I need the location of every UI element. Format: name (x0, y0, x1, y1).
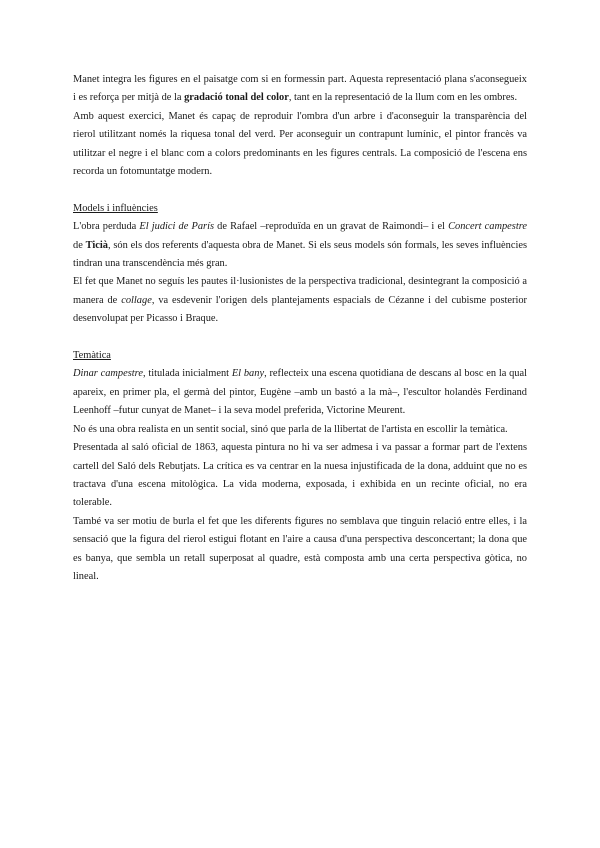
tematica-paragraph-3 (73, 439, 527, 513)
tematica-paragraph-1 (73, 365, 527, 420)
models-paragraph-1 (73, 218, 527, 273)
tematica-paragraph-2 (73, 421, 527, 439)
text-run: , reflecteix una escena quotidiana de descans al bosc en la qual apareix, en primer pla, el germà del pintor, Eugène –amb un bastó a la mà–, l'escultor holandès Ferdinand Leenhoff –futur cunyat de Manet– i la seva model preferida, Victorine Meurent. (73, 368, 528, 417)
section-spacer (73, 181, 527, 199)
text-run: També va ser motiu de burla el fet que les diferents figures no semblava que tinguin relació entre elles, i la sensació que la figura del rierol estigui flotant en l'aire a causa d'una perspectiva desconcertant; la dona que es banya, que sembla un retall superposat al quadre, està composta amb una certa perspectiva gòtica, no lineal. (73, 515, 527, 582)
italic-text: El judici de París (139, 221, 215, 233)
intro-paragraph-2 (73, 108, 527, 182)
text-run: Manet integra les figures en el paisatge com si en formessin part. Aquesta representació plana s'aconsegueix i es reforça per mitjà de la (73, 74, 527, 104)
text-run: Amb aquest exercici, Manet és capaç de reproduir l'ombra d'un arbre i d'aconseguir la transparència del rierol utilitzant només la riquesa tonal del verd. Per aconseguir un contrapunt lumínic, el pintor francès va utilitzar el negre i el blanc com a colors predominants en les figures centrals. La composició de l'escena ens recorda un fotomuntatge modern. (73, 110, 527, 178)
models-heading: Models i influències (73, 202, 158, 214)
text-run: de (73, 239, 86, 251)
text-run: , titulada inicialment (142, 368, 232, 380)
bold-text: Ticià (85, 239, 108, 251)
italic-text: collage (121, 294, 152, 306)
text-run: Presentada al saló oficial de 1863, aquesta pintura no hi va ser admesa i va passar a formar part de l'extens cartell del Saló dels Rebutjats. La crítica es va centrar en la nuesa injustificada de la dona, adduint que no es tractava d'una escena mitològica. La vida moderna, exposada, i exhibida en un recinte oficial, no era tolerable. (73, 442, 527, 509)
text-run: de Rafael –reproduïda en un gravat de Raimondi– i el (214, 221, 449, 233)
italic-text: Concert campestre (448, 221, 527, 233)
text-run: No és una obra realista en un sentit social, sinó que parla de la llibertat de l'artista en escollir la temàtica. (73, 423, 508, 435)
section-spacer (73, 329, 527, 347)
document-page (73, 71, 527, 586)
bold-text: gradació tonal del color (184, 92, 289, 104)
text-run: , va esdevenir l'origen dels plantejaments espacials de Cézanne i del cubisme posterior desenvolupat per Picasso i Braque. (73, 294, 527, 325)
intro-paragraph-1 (73, 71, 527, 108)
italic-text: El bany (231, 368, 265, 380)
text-run: , tant en la representació de la llum com en les ombres. (288, 92, 518, 104)
text-run: , són els dos referents d'aquesta obra de Manet. Si els seus models són formals, les seves influències tindran una transcendència més gran. (73, 239, 528, 270)
italic-text: Dinar campestre (73, 368, 143, 380)
tematica-heading: Temàtica (73, 350, 111, 362)
text-run: L'obra perduda (73, 221, 140, 233)
tematica-paragraph-4 (73, 513, 527, 587)
text-run: El fet que Manet no seguís les pautes il·lusionistes de la perspectiva tradicional, desintegrant la composició a manera de (73, 276, 527, 306)
models-paragraph-2 (73, 273, 527, 328)
